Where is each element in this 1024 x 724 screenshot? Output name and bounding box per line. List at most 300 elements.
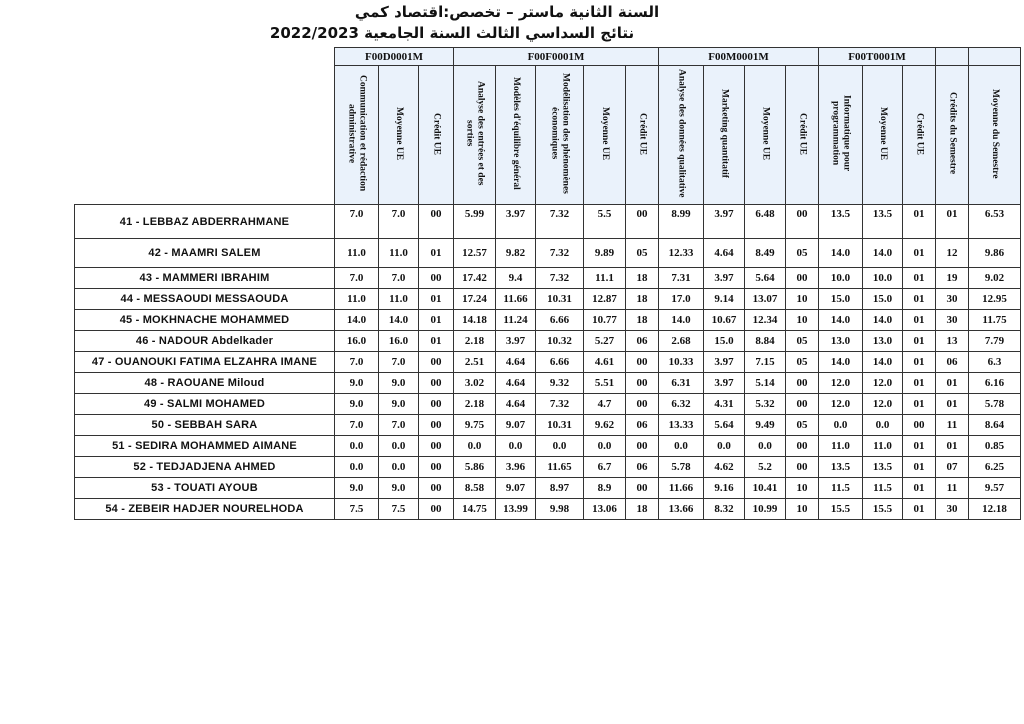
grade-cell: 01 (936, 394, 969, 415)
student-name-cell: 50 - SEBBAH SARA (75, 415, 335, 436)
grade-cell: 0.0 (335, 436, 379, 457)
grade-cell: 3.97 (496, 331, 536, 352)
grade-cell: 5.78 (659, 457, 704, 478)
column-header (863, 66, 903, 205)
column-header (969, 66, 1021, 205)
grade-cell: 15.0 (863, 289, 903, 310)
grade-cell: 01 (903, 457, 936, 478)
column-header-label: Moyenne UE (760, 106, 771, 161)
table-row (75, 352, 1021, 373)
student-name-cell: 52 - TEDJADJENA AHMED (75, 457, 335, 478)
grade-cell: 01 (903, 352, 936, 373)
grade-cell: 4.7 (584, 394, 626, 415)
grade-cell: 12.0 (863, 394, 903, 415)
grade-cell: 4.31 (704, 394, 745, 415)
column-header (584, 66, 626, 205)
grade-cell: 10.77 (584, 310, 626, 331)
grade-cell: 05 (786, 352, 819, 373)
grade-cell: 12.95 (969, 289, 1021, 310)
column-header (786, 66, 819, 205)
grade-cell: 00 (786, 394, 819, 415)
table-row (75, 310, 1021, 331)
ue-group-header: F00F0001M (454, 48, 659, 66)
grade-cell: 11.24 (496, 310, 536, 331)
column-header (626, 66, 659, 205)
column-header-label: Informatique pour programmation (830, 95, 852, 172)
grade-cell: 8.58 (454, 478, 496, 499)
table-row (75, 331, 1021, 352)
grade-cell: 9.86 (969, 239, 1021, 268)
grade-cell: 01 (903, 268, 936, 289)
grade-cell: 0.0 (496, 436, 536, 457)
grade-cell: 01 (903, 436, 936, 457)
student-name-cell: 46 - NADOUR Abdelkader (75, 331, 335, 352)
student-name-cell: 54 - ZEBEIR HADJER NOURELHODA (75, 499, 335, 520)
student-name-cell: 42 - MAAMRI SALEM (75, 239, 335, 268)
grade-cell: 0.0 (659, 436, 704, 457)
grade-cell: 2.18 (454, 394, 496, 415)
grade-cell: 6.32 (659, 394, 704, 415)
grade-cell: 4.64 (496, 352, 536, 373)
grade-cell: 14.18 (454, 310, 496, 331)
table-row (75, 499, 1021, 520)
grade-cell: 5.64 (745, 268, 786, 289)
table-row (75, 239, 1021, 268)
grade-cell: 12 (936, 239, 969, 268)
grade-cell: 18 (626, 499, 659, 520)
column-header-label: Modèles d'équilibre général (511, 77, 521, 190)
grade-cell: 9.0 (335, 478, 379, 499)
grade-cell: 8.32 (704, 499, 745, 520)
grade-cell: 4.64 (496, 373, 536, 394)
grade-cell: 9.02 (969, 268, 1021, 289)
grade-cell: 00 (786, 436, 819, 457)
grade-cell: 01 (419, 289, 454, 310)
grade-cell: 7.32 (536, 205, 584, 239)
table-body (75, 205, 1021, 520)
grade-cell: 9.89 (584, 239, 626, 268)
grade-cell: 6.48 (745, 205, 786, 239)
grade-cell: 13 (936, 331, 969, 352)
column-header-label: Moyenne UE (878, 106, 888, 161)
grade-cell: 00 (786, 268, 819, 289)
column-header (335, 66, 379, 205)
grade-cell: 12.0 (819, 373, 863, 394)
grade-cell: 8.9 (584, 478, 626, 499)
column-header-label: Crédit UE (797, 112, 808, 155)
grade-cell: 05 (626, 239, 659, 268)
column-header-label: Moyenne UE (394, 106, 404, 161)
grade-cell: 00 (786, 205, 819, 239)
table-row (75, 268, 1021, 289)
grade-cell: 7.0 (379, 352, 419, 373)
grade-cell: 13.0 (819, 331, 863, 352)
column-header-label: Moyenne UE (600, 106, 610, 161)
grade-cell: 13.66 (659, 499, 704, 520)
grade-cell: 7.5 (379, 499, 419, 520)
grade-cell: 00 (903, 415, 936, 436)
grade-cell: 9.0 (335, 394, 379, 415)
grade-cell: 5.51 (584, 373, 626, 394)
ue-group-header: F00D0001M (335, 48, 454, 66)
column-header (454, 66, 496, 205)
grade-cell: 14.0 (659, 310, 704, 331)
grade-cell: 14.0 (863, 352, 903, 373)
grade-cell: 7.0 (335, 415, 379, 436)
grade-cell: 7.15 (745, 352, 786, 373)
grade-cell: 11.75 (969, 310, 1021, 331)
column-header (536, 66, 584, 205)
grade-cell: 15.5 (819, 499, 863, 520)
grade-cell: 13.5 (819, 457, 863, 478)
grade-cell: 9.07 (496, 415, 536, 436)
results-table (74, 47, 1021, 520)
grade-cell: 9.57 (969, 478, 1021, 499)
grade-cell: 01 (419, 331, 454, 352)
grade-cell: 30 (936, 289, 969, 310)
grade-cell: 7.0 (379, 268, 419, 289)
grade-cell: 3.97 (704, 268, 745, 289)
grade-cell: 16.0 (335, 331, 379, 352)
grade-cell: 9.62 (584, 415, 626, 436)
grade-cell: 14.0 (863, 239, 903, 268)
grade-cell: 10.41 (745, 478, 786, 499)
table-row (75, 394, 1021, 415)
grade-cell: 6.53 (969, 205, 1021, 239)
grade-cell: 18 (626, 289, 659, 310)
grade-cell: 01 (903, 373, 936, 394)
grade-cell: 07 (936, 457, 969, 478)
document-title-line-1: السنة الثانية ماستر – تخصص:اقتصاد كمي (354, 3, 660, 21)
grade-cell: 01 (936, 205, 969, 239)
grade-cell: 00 (419, 457, 454, 478)
grade-cell: 14.0 (819, 310, 863, 331)
table-row (75, 436, 1021, 457)
column-header (819, 66, 863, 205)
grade-cell: 7.0 (335, 205, 379, 239)
ue-group-header: F00M0001M (659, 48, 819, 66)
grade-cell: 10.31 (536, 289, 584, 310)
column-header (745, 66, 786, 205)
grade-cell: 3.97 (704, 205, 745, 239)
grade-cell: 01 (903, 239, 936, 268)
student-name-cell: 44 - MESSAOUDI MESSAOUDA (75, 289, 335, 310)
student-name-cell: 45 - MOKHNACHE MOHAMMED (75, 310, 335, 331)
grade-cell: 5.32 (745, 394, 786, 415)
grade-cell: 13.5 (819, 205, 863, 239)
ue-group-header (936, 48, 969, 66)
grade-cell: 06 (626, 331, 659, 352)
grade-cell: 18 (626, 310, 659, 331)
grade-cell: 8.99 (659, 205, 704, 239)
grade-cell: 00 (419, 478, 454, 499)
grade-cell: 11.65 (536, 457, 584, 478)
grade-cell: 9.4 (496, 268, 536, 289)
grade-cell: 06 (626, 457, 659, 478)
grade-cell: 13.07 (745, 289, 786, 310)
grade-cell: 00 (626, 394, 659, 415)
grade-cell: 10.33 (659, 352, 704, 373)
grade-cell: 11.1 (584, 268, 626, 289)
grade-cell: 10 (786, 289, 819, 310)
grade-cell: 9.16 (704, 478, 745, 499)
grade-cell: 9.82 (496, 239, 536, 268)
grade-cell: 6.31 (659, 373, 704, 394)
grade-cell: 5.99 (454, 205, 496, 239)
grade-cell: 5.78 (969, 394, 1021, 415)
grade-cell: 00 (419, 352, 454, 373)
grade-cell: 00 (626, 373, 659, 394)
table-row (75, 289, 1021, 310)
grade-cell: 6.25 (969, 457, 1021, 478)
grade-cell: 06 (936, 352, 969, 373)
grade-cell: 5.64 (704, 415, 745, 436)
grade-cell: 15.5 (863, 499, 903, 520)
grade-cell: 10.31 (536, 415, 584, 436)
grade-cell: 8.84 (745, 331, 786, 352)
table-row (75, 457, 1021, 478)
grade-cell: 0.0 (584, 436, 626, 457)
column-header (659, 66, 704, 205)
grade-cell: 01 (903, 499, 936, 520)
grade-cell: 7.0 (379, 415, 419, 436)
student-name-cell: 48 - RAOUANE Miloud (75, 373, 335, 394)
grade-cell: 9.14 (704, 289, 745, 310)
grade-cell: 0.0 (745, 436, 786, 457)
document-title-line-2: نتائج السداسي الثالث السنة الجامعية 2022/2023 (269, 24, 635, 42)
grade-cell: 10 (786, 310, 819, 331)
grade-cell: 00 (419, 394, 454, 415)
grade-cell: 13.99 (496, 499, 536, 520)
grade-cell: 05 (786, 239, 819, 268)
grade-cell: 11.0 (863, 436, 903, 457)
student-name-cell: 43 - MAMMERI IBRAHIM (75, 268, 335, 289)
grade-cell: 4.62 (704, 457, 745, 478)
grade-cell: 01 (936, 436, 969, 457)
grade-cell: 30 (936, 310, 969, 331)
grade-cell: 2.68 (659, 331, 704, 352)
grade-cell: 9.98 (536, 499, 584, 520)
grade-cell: 9.75 (454, 415, 496, 436)
column-header-label: Communication et rédaction administrative (346, 75, 368, 192)
grade-cell: 3.97 (704, 352, 745, 373)
grade-cell: 14.0 (379, 310, 419, 331)
grade-cell: 9.0 (379, 373, 419, 394)
grade-cell: 17.42 (454, 268, 496, 289)
grade-cell: 12.0 (863, 373, 903, 394)
grade-cell: 3.97 (496, 205, 536, 239)
grade-cell: 9.0 (379, 394, 419, 415)
grade-cell: 2.51 (454, 352, 496, 373)
student-name-cell: 53 - TOUATI AYOUB (75, 478, 335, 499)
grade-cell: 9.49 (745, 415, 786, 436)
grade-cell: 11 (936, 415, 969, 436)
grade-cell: 00 (419, 415, 454, 436)
column-header (936, 66, 969, 205)
grade-cell: 13.06 (584, 499, 626, 520)
grade-cell: 00 (626, 205, 659, 239)
ue-group-header: F00T0001M (819, 48, 936, 66)
grade-cell: 3.96 (496, 457, 536, 478)
column-header-label: Modélisation des phénomènes économiques (549, 73, 571, 194)
grade-cell: 6.3 (969, 352, 1021, 373)
grade-cell: 11.0 (379, 289, 419, 310)
grade-cell: 12.33 (659, 239, 704, 268)
grade-cell: 30 (936, 499, 969, 520)
grade-cell: 0.0 (454, 436, 496, 457)
grade-cell: 0.0 (379, 436, 419, 457)
grade-cell: 00 (419, 268, 454, 289)
grade-cell: 01 (903, 310, 936, 331)
grade-cell: 11.66 (659, 478, 704, 499)
grade-cell: 01 (903, 478, 936, 499)
grade-cell: 9.07 (496, 478, 536, 499)
grade-cell: 10.67 (704, 310, 745, 331)
grade-cell: 7.32 (536, 239, 584, 268)
grade-cell: 10.0 (863, 268, 903, 289)
grade-cell: 10.0 (819, 268, 863, 289)
column-header (704, 66, 745, 205)
grade-cell: 13.5 (863, 205, 903, 239)
grade-cell: 5.2 (745, 457, 786, 478)
grade-cell: 18 (626, 268, 659, 289)
column-header-label: Crédit UE (431, 112, 442, 155)
grade-cell: 00 (419, 436, 454, 457)
student-name-cell: 49 - SALMI MOHAMED (75, 394, 335, 415)
grade-cell: 9.32 (536, 373, 584, 394)
column-header-label: Analyse des données qualitative (676, 69, 687, 198)
grade-cell: 15.0 (819, 289, 863, 310)
column-header-label: Analyse des entrées et des sorties (464, 81, 486, 186)
grade-cell: 00 (419, 205, 454, 239)
column-header-label: Crédits du Semestre (947, 92, 958, 175)
grade-cell: 7.32 (536, 268, 584, 289)
grade-cell: 7.0 (335, 352, 379, 373)
grade-cell: 11 (936, 478, 969, 499)
column-header-label: Moyenne du Semestre (990, 88, 1000, 179)
grade-cell: 11.0 (335, 239, 379, 268)
grade-cell: 00 (419, 499, 454, 520)
grade-cell: 12.34 (745, 310, 786, 331)
table-row (75, 478, 1021, 499)
table-row (75, 373, 1021, 394)
grade-cell: 6.66 (536, 352, 584, 373)
grade-cell: 13.5 (863, 457, 903, 478)
grade-cell: 12.87 (584, 289, 626, 310)
grade-cell: 01 (419, 239, 454, 268)
grade-cell: 8.64 (969, 415, 1021, 436)
column-header (903, 66, 936, 205)
grade-cell: 00 (626, 478, 659, 499)
grade-cell: 00 (419, 373, 454, 394)
grade-cell: 3.02 (454, 373, 496, 394)
grade-cell: 9.0 (379, 478, 419, 499)
grade-cell: 01 (903, 205, 936, 239)
grade-cell: 9.0 (335, 373, 379, 394)
grade-cell: 7.79 (969, 331, 1021, 352)
grade-cell: 01 (419, 310, 454, 331)
grade-cell: 0.0 (819, 415, 863, 436)
grade-cell: 4.64 (704, 239, 745, 268)
grade-cell: 00 (626, 436, 659, 457)
column-header (496, 66, 536, 205)
table-row (75, 415, 1021, 436)
grade-cell: 0.0 (863, 415, 903, 436)
grade-cell: 14.75 (454, 499, 496, 520)
grade-cell: 7.32 (536, 394, 584, 415)
grade-cell: 06 (626, 415, 659, 436)
grade-cell: 0.85 (969, 436, 1021, 457)
grade-cell: 7.0 (335, 268, 379, 289)
grade-cell: 0.0 (379, 457, 419, 478)
grade-cell: 19 (936, 268, 969, 289)
grade-cell: 6.66 (536, 310, 584, 331)
grade-cell: 01 (903, 331, 936, 352)
grade-cell: 05 (786, 415, 819, 436)
grade-cell: 10.32 (536, 331, 584, 352)
grade-cell: 14.0 (819, 239, 863, 268)
grade-cell: 11.0 (335, 289, 379, 310)
grade-cell: 01 (903, 394, 936, 415)
grade-cell: 17.24 (454, 289, 496, 310)
grade-cell: 5.5 (584, 205, 626, 239)
grade-cell: 11.0 (819, 436, 863, 457)
grade-cell: 7.0 (379, 205, 419, 239)
grade-cell: 12.18 (969, 499, 1021, 520)
grade-cell: 14.0 (819, 352, 863, 373)
column-header-label: Crédit UE (637, 112, 648, 155)
grade-cell: 14.0 (335, 310, 379, 331)
grade-cell: 11.0 (379, 239, 419, 268)
grade-cell: 11.5 (819, 478, 863, 499)
grade-cell: 7.31 (659, 268, 704, 289)
column-header-label: Marketing quantitatif (719, 89, 730, 178)
grade-cell: 2.18 (454, 331, 496, 352)
grade-cell: 6.7 (584, 457, 626, 478)
grade-cell: 01 (903, 289, 936, 310)
grade-cell: 11.66 (496, 289, 536, 310)
grade-cell: 00 (786, 457, 819, 478)
grade-cell: 0.0 (704, 436, 745, 457)
grade-cell: 16.0 (379, 331, 419, 352)
grade-cell: 5.14 (745, 373, 786, 394)
column-header (379, 66, 419, 205)
grade-cell: 12.57 (454, 239, 496, 268)
grade-cell: 5.86 (454, 457, 496, 478)
grade-cell: 10.99 (745, 499, 786, 520)
ue-group-header-row (75, 48, 1021, 66)
grade-cell: 00 (786, 373, 819, 394)
grade-cell: 4.64 (496, 394, 536, 415)
ue-group-header (969, 48, 1021, 66)
name-column-header (75, 48, 335, 205)
grade-cell: 0.0 (335, 457, 379, 478)
grade-cell: 6.16 (969, 373, 1021, 394)
grade-cell: 13.0 (863, 331, 903, 352)
student-name-cell: 51 - SEDIRA MOHAMMED AIMANE (75, 436, 335, 457)
student-name-cell: 47 - OUANOUKI FATIMA ELZAHRA IMANE (75, 352, 335, 373)
grade-cell: 00 (626, 352, 659, 373)
grade-cell: 11.5 (863, 478, 903, 499)
grade-cell: 05 (786, 331, 819, 352)
student-name-cell: 41 - LEBBAZ ABDERRAHMANE (75, 205, 335, 239)
grade-cell: 8.49 (745, 239, 786, 268)
grade-cell: 3.97 (704, 373, 745, 394)
grade-cell: 5.27 (584, 331, 626, 352)
grade-cell: 17.0 (659, 289, 704, 310)
grade-cell: 8.97 (536, 478, 584, 499)
column-header-label: Crédit UE (914, 112, 925, 155)
